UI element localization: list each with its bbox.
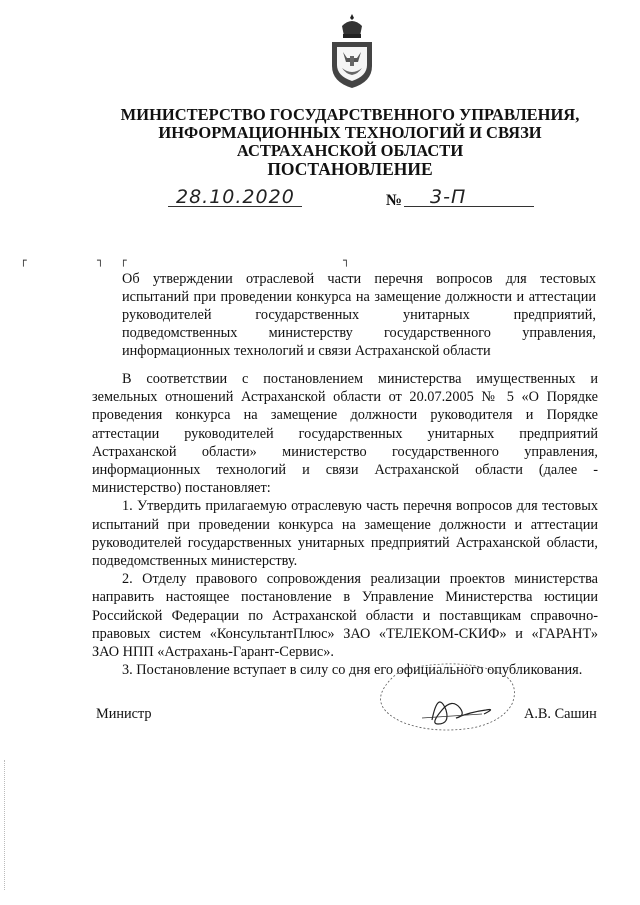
body-line: В соответствии с постановлением министерства имущественных и <box>122 371 598 387</box>
header-line-3: АСТРАХАНСКОЙ ОБЛАСТИ <box>236 141 464 160</box>
signatory-name: А.В. Сашин <box>524 706 597 722</box>
corner-mark-left: ┌ <box>20 254 27 267</box>
body-line: аттестации руководителей государственных унитарных предприятий <box>92 425 598 442</box>
body-line: информационных технологий и связи Астраханской области (далее - <box>92 462 598 479</box>
subject-line: руководителей государственных унитарных предприятий, <box>122 307 596 323</box>
item2-line: направить настоящее постановление в Управление Министерства юстиции <box>92 589 598 606</box>
body-line: земельных отношений Астраханской области от 20.07.2005 № 5 «О Порядке <box>92 389 598 406</box>
subject-line: информационных технологий и связи Астраханской области <box>122 343 491 359</box>
corner-mark-right: ┐ <box>343 254 350 267</box>
body-line: проведения конкурса на замещение должности руководителя и Порядке <box>92 407 598 424</box>
document-number: 3-П <box>430 186 467 208</box>
item2-line: 2. Отделу правового сопровождения реализации проектов министерства <box>122 571 598 588</box>
number-underline <box>404 206 534 207</box>
subject-line: подведомственных министерству государственного управления, <box>122 325 596 341</box>
handwritten-signature <box>362 660 522 740</box>
subject-line: испытаний при проведении конкурса на замещение должности и аттестации <box>122 289 596 305</box>
scan-margin-artifact <box>4 760 9 890</box>
item2-line: ЗАО НПП «Астрахань-Гарант-Сервис». <box>92 644 334 661</box>
corner-mark-mid2: ┌ <box>120 254 127 267</box>
corner-mark-mid1: ┐ <box>97 254 104 267</box>
item2-line: Российской Федерации по Астраханской области и поставщикам справочно- <box>92 607 598 624</box>
item3-line: 3. Постановление вступает в силу со дня его официального опубликования. <box>122 662 583 679</box>
item2-line: правовых систем «КонсультантПлюс» ЗАО «ТЕЛЕКОМ-СКИФ» и «ГАРАНТ» <box>92 625 598 642</box>
signatory-role: Министр <box>96 706 152 722</box>
body-line: министерство) постановляет: <box>92 480 271 497</box>
item1-line: испытаний при проведении конкурса на замещение должности и аттестации <box>92 516 598 533</box>
header-line-1: МИНИСТЕРСТВО ГОСУДАРСТВЕННОГО УПРАВЛЕНИЯ, <box>120 105 580 124</box>
astrakhan-coat-of-arms-icon <box>328 12 376 90</box>
date-underline <box>168 206 302 207</box>
item1-line: подведомственных министерству. <box>92 553 298 570</box>
document-subject <box>122 270 596 360</box>
document-header <box>110 106 590 178</box>
document-body <box>92 370 598 679</box>
item1-line: руководителей государственных унитарных предприятий Астраханской области, <box>92 534 598 551</box>
document-type: ПОСТАНОВЛЕНИЕ <box>267 159 433 179</box>
item1-line: 1. Утвердить прилагаемую отраслевую часть перечня вопросов для тестовых <box>122 498 598 515</box>
document-date: 28.10.2020 <box>176 186 295 208</box>
subject-line: Об утверждении отраслевой части перечня вопросов для тестовых <box>122 271 596 287</box>
header-line-2: ИНФОРМАЦИОННЫХ ТЕХНОЛОГИЙ И СВЯЗИ <box>158 123 542 142</box>
body-line: Астраханской области» министерство государственного управления, <box>92 443 598 460</box>
number-label: № <box>386 192 403 209</box>
